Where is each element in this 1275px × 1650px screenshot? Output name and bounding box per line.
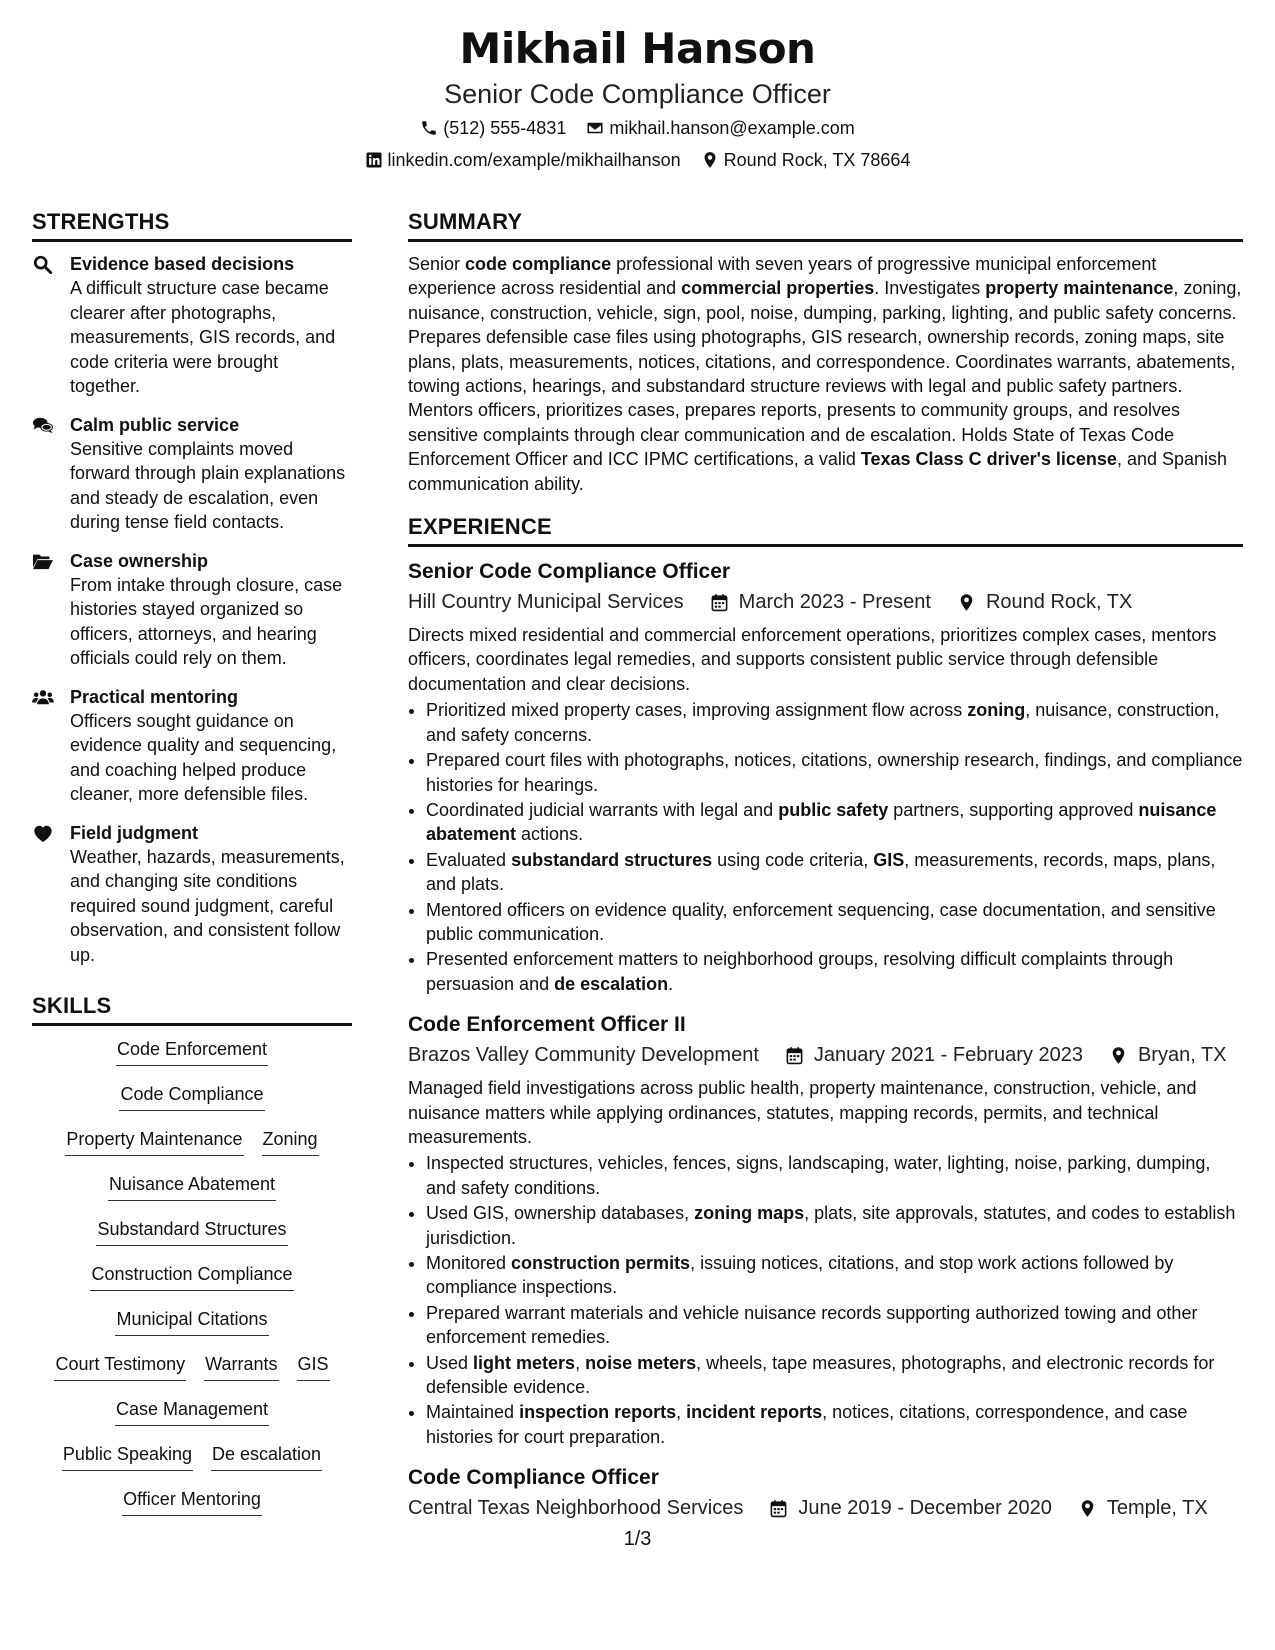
job-organization: Brazos Valley Community Development	[408, 1044, 759, 1067]
job-dates: June 2019 - December 2020	[798, 1497, 1052, 1520]
skill-row	[32, 1441, 352, 1478]
skill-row	[32, 1216, 352, 1253]
right-column	[408, 205, 1243, 1537]
skill-row	[32, 1036, 352, 1073]
text-segment: Mentored officers on evidence quality, enforcement sequencing, case documentation, and sensitive public communication.	[426, 899, 1216, 944]
job-bullets	[408, 698, 1243, 996]
skill-row	[32, 1306, 352, 1343]
experience-heading: EXPERIENCE	[408, 510, 1243, 547]
bullet-item	[426, 1251, 1243, 1300]
skill-tag: De escalation	[211, 1441, 322, 1471]
skill-tag: Case Management	[115, 1396, 269, 1426]
job-description: Directs mixed residential and commercial enforcement operations, prioritizes complex cases, mentors officers, coordinates legal remedies, and supports consistent public service through defensible documentation and clear decisions.	[408, 625, 1217, 694]
skill-tag: Code Enforcement	[116, 1036, 268, 1066]
strength-description: From intake through closure, case histories stayed organized so officers, attorneys, and hearing officials could rely on them.	[70, 574, 343, 668]
skill-tag: Warrants	[204, 1351, 278, 1381]
bullet-item	[426, 1201, 1243, 1250]
text-segment: Used GIS, ownership databases,	[426, 1203, 695, 1224]
linkedin-icon	[365, 151, 383, 169]
candidate-name: Mikhail Hanson	[459, 24, 816, 73]
skill-row	[32, 1351, 352, 1388]
bullet-item	[426, 748, 1243, 797]
users-icon	[32, 687, 54, 707]
bullet-item	[426, 898, 1243, 947]
text-segment: Maintained	[426, 1402, 520, 1423]
text-segment: , measurements, records, maps, plans, and plats.	[426, 849, 1216, 895]
text-segment: using code criteria,	[712, 849, 874, 870]
email-text: mikhail.hanson@example.com	[609, 118, 855, 138]
job-description: Managed field investigations across public health, property maintenance, construction, vehicle, and nuisance matters while applying ordinances, statutes, mapping records, permits, and technical measurements.	[408, 1078, 1197, 1147]
strength-item	[32, 549, 352, 671]
bold-keyword: inspection reports	[519, 1402, 677, 1423]
text-segment: , nuisance, construction, and safety concerns.	[426, 700, 1220, 745]
bullet-item	[426, 1351, 1243, 1400]
text-segment: Senior	[408, 254, 466, 274]
text-segment: , and Spanish communication ability.	[408, 449, 1228, 494]
strength-title: Field judgment	[70, 822, 198, 843]
skill-tag: Zoning	[262, 1126, 319, 1156]
job-title: Code Enforcement Officer II	[408, 1013, 686, 1037]
bullet-item	[426, 848, 1243, 897]
jobs-list	[408, 557, 1243, 1523]
skill-tag: Construction Compliance	[90, 1261, 293, 1291]
bold-keyword: incident reports	[686, 1402, 823, 1423]
strength-title: Evidence based decisions	[70, 254, 295, 274]
skill-row	[32, 1126, 352, 1163]
job-location: Temple, TX	[1106, 1497, 1208, 1520]
text-segment: Prepared court files with photographs, notices, citations, ownership research, findings, and compliance histories for hearings.	[426, 750, 1243, 795]
comments-icon	[32, 415, 54, 435]
skill-row	[32, 1261, 352, 1298]
envelope-icon	[586, 119, 604, 137]
text-segment: Prepared warrant materials and vehicle nuisance records supporting authorized towing and other enforcement remedies.	[426, 1302, 1198, 1348]
text-segment: Inspected structures, vehicles, fences, signs, landscaping, water, lighting, noise, parking, dumping, and safety conditions.	[426, 1153, 1211, 1198]
bullet-item	[426, 947, 1243, 996]
job-location: Bryan, TX	[1137, 1044, 1227, 1067]
bold-keyword: GIS	[873, 849, 905, 870]
job-entry	[408, 1010, 1243, 1449]
skill-tag: Officer Mentoring	[122, 1486, 262, 1516]
location-contact	[701, 144, 911, 176]
text-segment: Evaluated	[426, 849, 512, 870]
summary-heading: SUMMARY	[408, 205, 1243, 242]
text-segment: partners, supporting approved	[888, 799, 1139, 820]
heart-icon	[32, 823, 54, 843]
job-meta	[408, 1040, 1243, 1070]
text-segment: , plats, site approvals, statutes, and codes to establish jurisdiction.	[426, 1203, 1236, 1248]
phone-contact[interactable]	[420, 112, 566, 144]
folder-open-icon	[32, 551, 54, 571]
text-segment: Presented enforcement matters to neighborhood groups, resolving difficult complaints through persuasion and	[426, 949, 1174, 994]
strength-description: Weather, hazards, measurements, and changing site conditions required sound judgment, careful observation, and consistent follow up.	[70, 846, 345, 965]
bold-keyword: substandard structures	[511, 849, 713, 870]
contact-row-1	[0, 112, 1275, 144]
page-number: 1/3	[623, 1528, 652, 1550]
job-location: Round Rock, TX	[985, 591, 1133, 614]
search-icon	[32, 254, 54, 274]
skill-tag: Substandard Structures	[96, 1216, 287, 1246]
bold-keyword: commercial properties	[681, 278, 875, 299]
calendar-icon	[785, 1046, 804, 1065]
skill-tag: GIS	[297, 1351, 330, 1381]
strength-item	[32, 413, 352, 535]
skill-row	[32, 1081, 352, 1118]
skills-list	[32, 1036, 352, 1523]
text-segment: .	[668, 973, 674, 994]
text-segment: Used	[426, 1352, 474, 1373]
bold-keyword: light meters	[473, 1352, 576, 1373]
text-segment: Monitored	[426, 1253, 512, 1273]
skill-row	[32, 1486, 352, 1523]
bold-keyword: zoning maps	[694, 1203, 805, 1224]
bold-keyword: code compliance	[465, 254, 612, 274]
strength-item	[32, 252, 352, 399]
linkedin-contact[interactable]	[365, 144, 681, 176]
experience-section	[408, 510, 1243, 1523]
strength-title: Case ownership	[70, 550, 209, 571]
text-segment: ,	[575, 1352, 586, 1373]
skill-tag: Code Compliance	[119, 1081, 264, 1111]
phone-text: (512) 555-4831	[443, 118, 567, 138]
text-segment: actions.	[516, 824, 584, 845]
job-meta	[408, 1493, 1243, 1523]
skill-row	[32, 1171, 352, 1208]
contact-row-2	[0, 144, 1275, 176]
skills-heading: SKILLS	[32, 989, 352, 1026]
skill-tag: Public Speaking	[62, 1441, 193, 1471]
strength-description: A difficult structure case became clearer after photographs, measurements, GIS records, and code criteria were brought together.	[70, 278, 336, 396]
phone-icon	[420, 119, 438, 137]
strength-description: Officers sought guidance on evidence quality and sequencing, and coaching helped produce cleaner, more defensible files.	[70, 710, 337, 804]
location-text: Round Rock, TX 78664	[723, 150, 911, 170]
text-segment: , issuing notices, citations, and stop work actions followed by compliance inspections.	[426, 1253, 1174, 1298]
bullet-item	[426, 1301, 1243, 1350]
text-segment: . Investigates	[874, 278, 986, 299]
summary-text	[408, 252, 1243, 496]
job-entry	[408, 1463, 1243, 1523]
job-bullets	[408, 1151, 1243, 1449]
text-segment: ,	[676, 1402, 687, 1423]
job-title: Code Compliance Officer	[408, 1466, 659, 1490]
text-segment: Coordinated judicial warrants with legal and	[426, 799, 779, 820]
bold-keyword: nuisance abatement	[426, 799, 1217, 845]
job-title: Senior Code Compliance Officer	[408, 560, 731, 584]
skill-row	[32, 1396, 352, 1433]
skill-tag: Municipal Citations	[115, 1306, 268, 1336]
calendar-icon	[710, 593, 729, 612]
job-dates: March 2023 - Present	[738, 591, 931, 614]
bold-keyword: de escalation	[554, 973, 669, 994]
candidate-title: Senior Code Compliance Officer	[444, 79, 831, 109]
text-segment: , notices, citations, correspondence, and case histories for court preparation.	[426, 1402, 1188, 1447]
linkedin-text: linkedin.com/example/mikhailhanson	[387, 150, 681, 170]
strength-item	[32, 821, 352, 968]
skills-section	[32, 989, 352, 1523]
bullet-item	[426, 698, 1243, 747]
skill-tag: Property Maintenance	[65, 1126, 243, 1156]
left-column	[32, 205, 352, 1523]
text-segment: professional with seven years of progressive municipal enforcement experience across residential and	[408, 254, 1157, 299]
bold-keyword: noise meters	[585, 1352, 697, 1373]
job-organization: Central Texas Neighborhood Services	[408, 1497, 744, 1520]
job-dates: January 2021 - February 2023	[813, 1044, 1083, 1067]
text-segment: , wheels, tape measures, photographs, and electronic records for defensible evidence.	[426, 1352, 1215, 1398]
skill-tag: Court Testimony	[54, 1351, 186, 1381]
bullet-item	[426, 1400, 1243, 1449]
skill-tag: Nuisance Abatement	[108, 1171, 276, 1201]
strengths-list	[32, 252, 352, 967]
bullet-item	[426, 1151, 1243, 1200]
map-pin-icon	[1078, 1499, 1097, 1518]
map-pin-icon	[957, 593, 976, 612]
bold-keyword: public safety	[778, 799, 889, 820]
resume-header	[0, 22, 1275, 176]
job-entry	[408, 557, 1243, 996]
text-segment: , zoning, nuisance, construction, vehicle, sign, pool, noise, dumping, parking, lighting, and public safety concerns. Prepares defensible case files using photographs, GIS research, ownership records, zoning maps, site plans, plats, measurements, notices, citations, and correspondence. Coordinates warrants, abatements, towing actions, hearings, and substandard structure reviews with legal and public safety partners. Mentors officers, prioritizes cases, prepares reports, presents to community groups, and resolves sensitive complaints through clear communication and de escalation. Holds State of Texas Code Enforcement Officer and ICC IPMC certifications, a valid	[408, 278, 1242, 470]
email-contact[interactable]	[586, 112, 854, 144]
bold-keyword: Texas Class C driver's license	[860, 449, 1117, 470]
strengths-heading: STRENGTHS	[32, 205, 352, 242]
text-segment: Prioritized mixed property cases, improving assignment flow across	[426, 700, 968, 721]
strength-description: Sensitive complaints moved forward through plain explanations and steady de escalation, even during tense field contacts.	[70, 438, 346, 532]
job-organization: Hill Country Municipal Services	[408, 591, 684, 614]
bold-keyword: zoning	[967, 700, 1026, 721]
strength-item	[32, 685, 352, 807]
bold-keyword: property maintenance	[985, 278, 1174, 299]
map-pin-icon	[1109, 1046, 1128, 1065]
job-meta	[408, 587, 1243, 617]
bullet-item	[426, 798, 1243, 847]
strength-title: Calm public service	[70, 414, 240, 435]
map-pin-icon	[701, 151, 719, 169]
calendar-icon	[769, 1499, 788, 1518]
bold-keyword: construction permits	[511, 1253, 691, 1273]
strength-title: Practical mentoring	[70, 686, 239, 707]
